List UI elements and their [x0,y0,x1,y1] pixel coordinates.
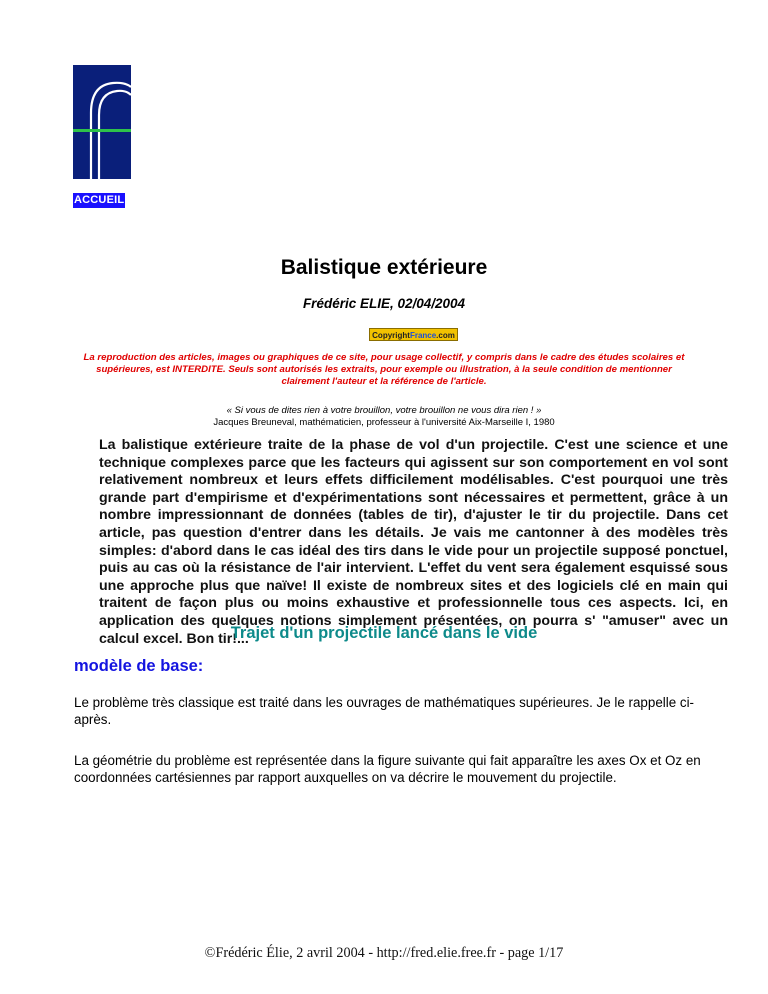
quote-text: « Si vous de dites rien à votre brouillon, votre brouillon ne vous dira rien ! » [226,405,542,416]
intro-paragraph: La balistique extérieure traite de la phase de vol d'un projectile. C'est une science et une technique complexes parce que les facteurs qui agissent sur son comportement en vol sont relativement nombreux et leurs effets difficilement modélisables. C'est pourquoi une très grande part d'empirisme et d'expérimentations sont nécessaires et permettent, grâce à un nombre impressionnant de données (tables de tir), d'ajuster le tir du projectile. Dans cet article, pas question d'entrer dans les détails. Je vais me cantonner à des modèles très simples: d'abord dans le cas idéal des tirs dans le vide pour un projectile supposé ponctuel, puis au cas où la résistance de l'air intervient. L'effet du vent sera également esquissé sous une approche plus que naïve! Il existe de nombreux sites et des logiciels clé en main qui traitent de façon plus ou moins exhaustive et professionnelle tous ces aspects. Ici, en application des quelques notions simplement présentées, on pourra s' "amuser" avec un calcul excel. Bon tir!... [99,437,728,647]
site-logo[interactable] [73,65,131,179]
section-heading: Trajet d'un projectile lancé dans le vide [230,624,538,642]
copyright-country: France [409,331,437,340]
section-subheading: modèle de base: [74,657,204,675]
copyright-badge[interactable] [369,328,458,341]
logo-fe-icon [73,65,131,179]
page-footer: ©Frédéric Élie, 2 avril 2004 - http://fred.elie.free.fr - page 1/17 [204,945,564,961]
reproduction-notice: La reproduction des articles, images ou graphiques de ce site, pour usage collectif, y compris dans le cadre des études scolaires et supérieures, est INTERDITE. Seuls sont autorisés les extraits, pour exemple ou illustration, à la seule condition de mentionner clairement l'auteur et la référence de l'article. [83,352,685,387]
copyright-suffix: .com [436,331,455,340]
author-date: Frédéric ELIE, 02/04/2004 [302,296,466,311]
accueil-link[interactable]: ACCUEIL [74,194,125,206]
quote-author: Jacques Breuneval, mathématicien, professeur à l'université Aix-Marseille I, 1980 [213,417,555,428]
page-title: Balistique extérieure [280,256,488,279]
body-paragraph: La géométrie du problème est représentée dans la figure suivante qui fait apparaître les axes Ox et Oz en coordonnées cartésiennes par rapport auxquelles on va décrire le mouvement du projectile. [74,753,701,786]
copyright-brand: Copyright [372,331,410,340]
body-paragraph: Le problème très classique est traité dans les ouvrages de mathématiques supérieures. Je le rappelle ci-après. [74,695,695,728]
